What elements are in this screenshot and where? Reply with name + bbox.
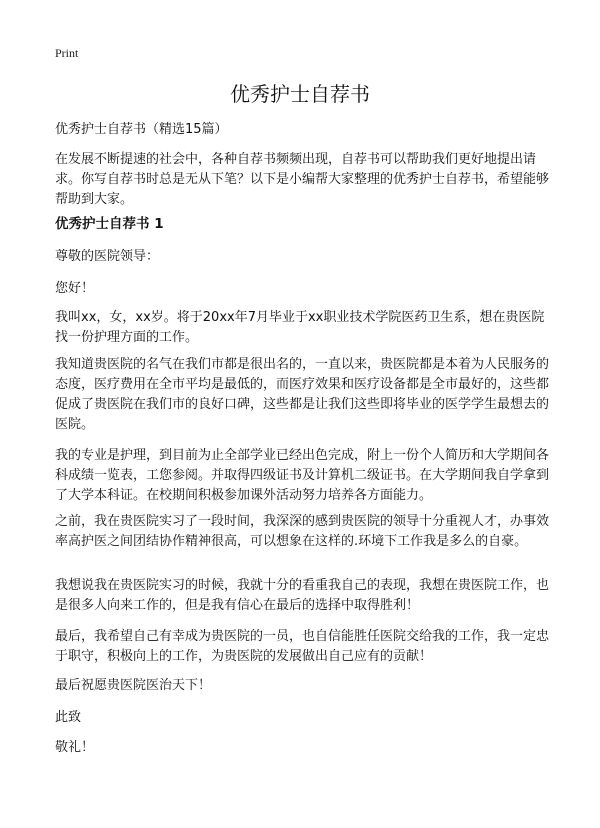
body-paragraph: 之前，我在贵医院实习了一段时间，我深深的感到贵医院的领导十分重视人才，办事效率高护医之间团结协作精神很高，可以想象在这样的.环境下工作我是多么的自豪。	[55, 514, 550, 549]
document-title: 优秀护士自荐书	[230, 82, 370, 106]
print-label[interactable]: Print	[55, 46, 79, 60]
greeting: 您好！	[55, 281, 95, 296]
body-paragraph: 最后，我希望自己有幸成为贵医院的一员，也自信能胜任医院交给我的工作，我一定忠于职守，积极向上的工作，为贵医院的发展做出自己应有的贡献！	[55, 629, 550, 664]
salutation: 尊敬的医院领导：	[55, 249, 160, 264]
document-subtitle: 优秀护士自荐书（精选15篇）	[55, 122, 228, 137]
section-heading: 优秀护士自荐书 1	[55, 216, 164, 232]
body-paragraph: 我叫xx，女，xx岁。将于20xx年7月毕业于xx职业技术学院医药卫生系，想在贵医院找一份护理方面的工作。	[55, 310, 545, 345]
body-paragraph: 我的专业是护理，到目前为止全部学业已经出色完成，附上一份个人简历和大学期间各科成绩一览表，工您参阅。并取得四级证书及计算机二级证书。在大学期间我自学拿到了大学本科证。在校期间积极参加课外活动努力培养各方面能力。	[55, 448, 550, 503]
closing-line: 此致	[55, 710, 82, 725]
body-paragraph: 我知道贵医院的名气在我们市都是很出名的，一直以来，贵医院都是本着为人民服务的态度，医疗费用在全市平均是最低的，而医疗效果和医疗设备都是全市最好的，这些都促成了贵医院在我们市的良好口碑，这些都是让我们这些即将毕业的医学学生最想去的医院。	[55, 357, 550, 432]
body-paragraph: 最后祝愿贵医院医治天下！	[55, 678, 212, 693]
closing-line: 敬礼！	[55, 740, 95, 755]
body-paragraph: 我想说我在贵医院实习的时候，我就十分的看重我自己的表现，我想在贵医院工作，也是很多人向来工作的，但是我有信心在最后的选择中取得胜利！	[55, 578, 550, 613]
intro-paragraph: 在发展不断提速的社会中，各种自荐书频频出现，自荐书可以帮助我们更好地提出请求。你写自荐书时总是无从下笔？以下是小编帮大家整理的优秀护士自荐书，希望能够帮助到大家。	[55, 152, 550, 207]
